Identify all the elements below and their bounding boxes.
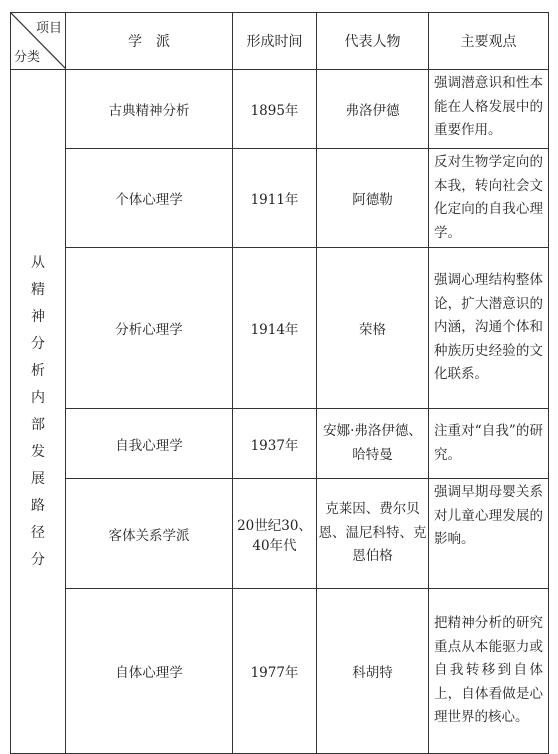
view-cell: 把精神分析的研究重点从本能驱力或自我转移到自体上，自体看做是心理世界的核心。 [429,589,549,754]
people-cell: 安娜·弗洛伊德、哈特曼 [317,409,429,479]
category-cell [11,70,66,754]
time-cell: 1914年 [233,248,317,409]
corner-cell [11,13,66,70]
table-row [11,409,549,479]
time-cell: 1937年 [233,409,317,479]
header-school: 学 派 [66,13,233,70]
school-cell: 自我心理学 [66,409,233,479]
table-row [11,70,549,149]
people-cell: 阿德勒 [317,149,429,248]
people-cell: 克莱因、费尔贝恩、温尼科特、克恩伯格 [317,479,429,589]
time-cell: 1911年 [233,149,317,248]
school-cell: 自体心理学 [66,589,233,754]
corner-label-top: 项目 [35,21,62,36]
school-cell: 分析心理学 [66,248,233,409]
header-time: 形成时间 [233,13,317,70]
time-cell: 1977年 [233,589,317,754]
header-view: 主要观点 [429,13,549,70]
people-cell: 科胡特 [317,589,429,754]
view-cell: 强调早期母婴关系对儿童心理发展的影响。 [429,479,549,589]
people-cell: 弗洛伊德 [317,70,429,149]
header-row [11,13,549,70]
view-cell: 强调心理结构整体论，扩大潜意识的内涵，沟通个体和种族历史经验的文化联系。 [429,248,549,409]
time-cell: 1895年 [233,70,317,149]
table-row [11,589,549,754]
people-cell: 荣格 [317,248,429,409]
psychoanalysis-schools-table [10,12,549,754]
corner-label-bottom: 分类 [14,50,41,65]
table-row [11,479,549,589]
school-cell: 个体心理学 [66,149,233,248]
school-cell: 客体关系学派 [66,479,233,589]
view-cell: 注重对“自我”的研究。 [429,409,549,479]
header-people: 代表人物 [317,13,429,70]
table-row [11,149,549,248]
view-cell: 反对生物学定向的本我，转向社会文化定向的自我心理学。 [429,149,549,248]
table-row [11,248,549,409]
category-label: 从精神分析内部发展路径分 [31,254,45,568]
view-cell: 强调潜意识和性本能在人格发展中的重要作用。 [429,70,549,149]
time-cell: 20世纪30、40年代 [233,479,317,589]
school-cell: 古典精神分析 [66,70,233,149]
